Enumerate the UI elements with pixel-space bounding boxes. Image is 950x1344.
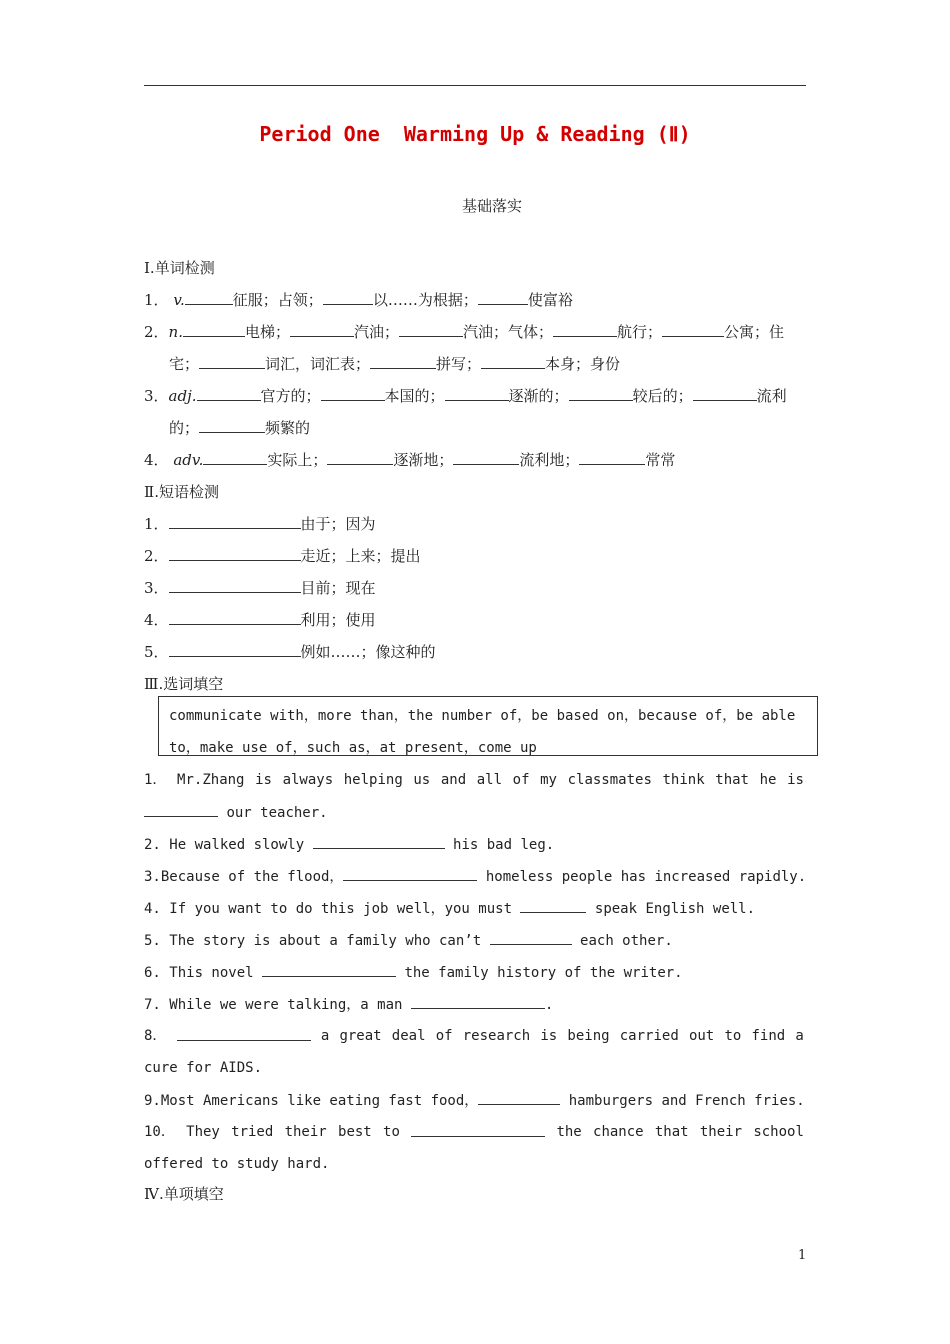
word-bank-line-2: to，make use of，such as，at present，come up [169, 740, 537, 756]
question-2: 2. He walked slowly his bad leg. [144, 834, 554, 855]
phrase-item-2: 2． 走近；上来；提出 [144, 547, 421, 565]
phrase-item-1: 1． 由于；因为 [144, 515, 376, 533]
section4-heading: Ⅳ.单项填空 [144, 1185, 224, 1203]
question-1-cont: our teacher. [144, 802, 328, 823]
page-number: 1 [798, 1248, 807, 1263]
section1-heading: Ⅰ.单词检测 [144, 259, 215, 277]
section-subtitle: 基础落实 [461, 197, 522, 215]
vocab-item-3: 3．adj. 官方的； 本国的； 逐渐的； 较后的； 流利 [144, 387, 787, 405]
question-8-cont: cure for AIDS. [144, 1060, 263, 1076]
question-10-cont: offered to study hard. [144, 1156, 330, 1172]
phrase-item-3: 3． 目前；现在 [144, 579, 376, 597]
question-8: 8． a great deal of research is being carried out to find a [144, 1028, 804, 1044]
phrase-item-5: 5． 例如……；像这种的 [144, 643, 436, 661]
page-title: Period One Warming Up & Reading (Ⅱ) [259, 122, 691, 146]
question-10: 10． They tried their best to the chance that their school [144, 1124, 804, 1140]
section3-heading: Ⅲ.选词填空 [144, 675, 224, 693]
vocab-item-1: 1． v. 征服；占领； 以……为根据； 使富裕 [144, 291, 573, 309]
vocab-item-4: 4． adv. 实际上； 逐渐地； 流利地； 常常 [144, 451, 676, 469]
question-3: 3.Because of the flood， homeless people has increased rapidly. [144, 866, 806, 887]
question-7: 7. While we were talking，a man . [144, 994, 553, 1015]
question-5: 5. The story is about a family who can’t each other. [144, 930, 673, 951]
question-4: 4. If you want to do this job well，you must speak English well. [144, 898, 755, 919]
question-1: 1． Mr.Zhang is always helping us and all of my classmates think that he is [144, 772, 804, 788]
vocab-item-2-cont: 宅； 词汇，词汇表； 拼写； 本身；身份 [169, 355, 621, 373]
section2-heading: Ⅱ.短语检测 [144, 483, 219, 501]
header-rule [144, 85, 806, 86]
question-9: 9.Most Americans like eating fast food， hamburgers and French fries. [144, 1090, 805, 1111]
vocab-item-3-cont: 的； 频繁的 [169, 419, 311, 437]
vocab-item-2: 2．n. 电梯； 汽油； 汽油；气体； 航行； 公寓；住 [144, 323, 785, 341]
question-6: 6. This novel the family history of the writer. [144, 962, 683, 983]
phrase-item-4: 4． 利用；使用 [144, 611, 376, 629]
word-bank-line-1: communicate with，more than，the number of，be based on，because of，be able [169, 708, 796, 724]
